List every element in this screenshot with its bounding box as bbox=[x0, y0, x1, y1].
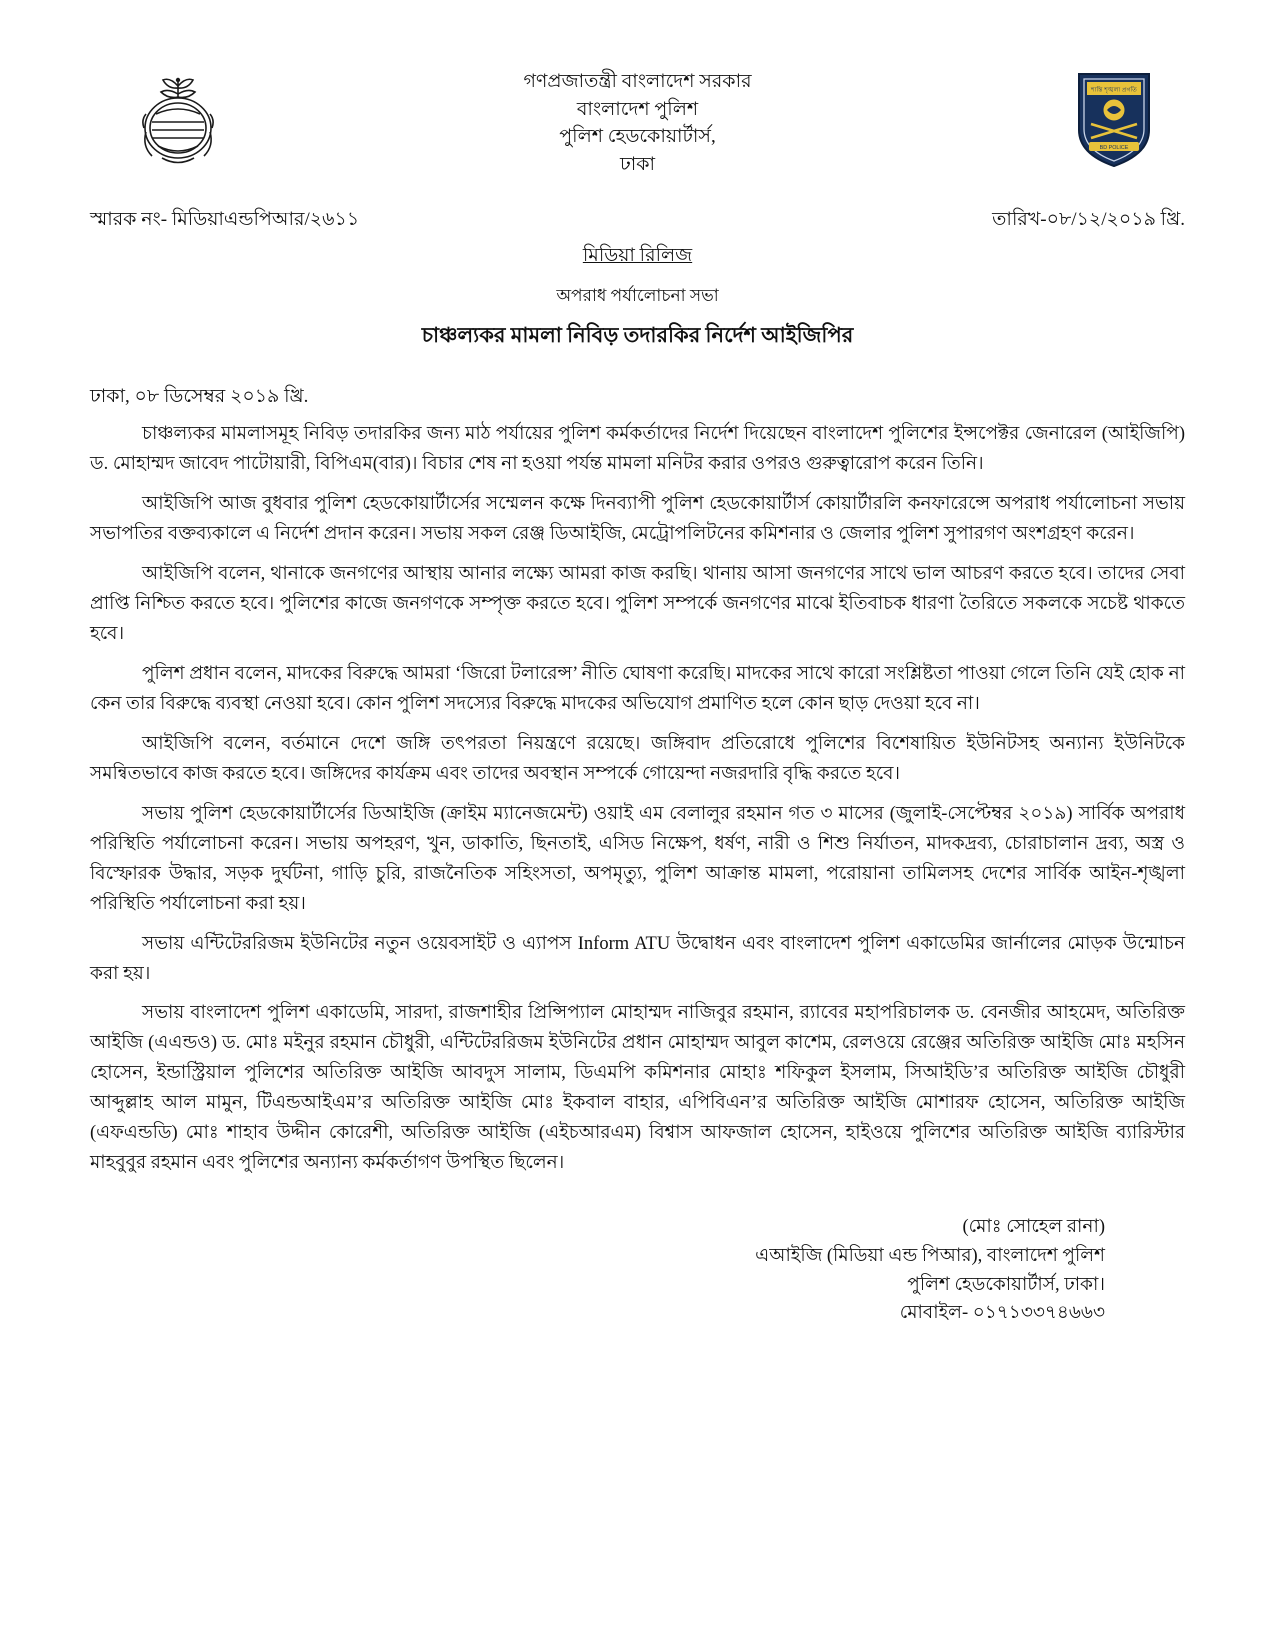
paragraph: সভায় এন্টিটেররিজম ইউনিটের নতুন ওয়েবসাইট ও এ্যাপস Inform ATU উদ্বোধন এবং বাংলাদেশ পুলিশ একাডেমির জার্নালের মোড়ক উন্মোচন করা হয়। bbox=[90, 933, 1185, 984]
signature-designation: এআইজি (মিডিয়া এন্ড পিআর), বাংলাদেশ পুলিশ bbox=[755, 1245, 1105, 1266]
paragraph: পুলিশ প্রধান বলেন, মাদকের বিরুদ্ধে আমরা ‘জিরো টলারেন্স’ নীতি ঘোষণা করেছি। মাদকের সাথে কারো সংশ্লিষ্টতা পাওয়া গেলে তিনি যেই হোক না কেন তার বিরুদ্ধে ব্যবস্থা নেওয়া হবে। কোন পুলিশ সদস্যের বিরুদ্ধে মাদকের অভিযোগ প্রমাণিত হলে কোন ছাড় দেওয়া হবে না। bbox=[90, 663, 1185, 714]
document-subtitle: অপরাধ পর্যালোচনা সভা bbox=[556, 286, 719, 305]
document-title: মিডিয়া রিলিজ bbox=[582, 245, 693, 266]
signature-mobile: মোবাইল- ০১৭১৩৩৭৪৬৬৩ bbox=[899, 1303, 1105, 1324]
svg-text:BD POLICE: BD POLICE bbox=[1099, 145, 1129, 151]
body-text bbox=[90, 420, 1185, 1179]
paragraph: আইজিপি বলেন, বর্তমানে দেশে জঙ্গি তৎপরতা নিয়ন্ত্রণে রয়েছে। জঙ্গিবাদ প্রতিরোধে পুলিশের বিশেষায়িত ইউনিটসহ অন্যান্য ইউনিটকে সমন্বিতভাবে কাজ করতে হবে। জঙ্গিদের কার্যক্রম এবং তাদের অবস্থান সম্পর্কে গোয়েন্দা নজরদারি বৃদ্ধি করতে হবে। bbox=[90, 733, 1185, 784]
paragraph: চাঞ্চল্যকর মামলাসমূহ নিবিড় তদারকির জন্য মাঠ পর্যায়ের পুলিশ কর্মকর্তাদের নির্দেশ দিয়েছেন বাংলাদেশ পুলিশের ইন্সপেক্টর জেনারেল (আইজিপি) ড. মোহাম্মদ জাবেদ পাটোয়ারী, বিপিএম(বার)। বিচার শেষ না হওয়া পর্যন্ত মামলা মনিটর করার ওপরও গুরুত্বারোপ করেন তিনি। bbox=[90, 424, 1185, 474]
paragraph: সভায় পুলিশ হেডকোয়ার্টার্সের ডিআইজি (ক্রাইম ম্যানেজমেন্ট) ওয়াই এম বেলালুর রহমান গত ৩ মাসের (জুলাই-সেপ্টেম্বর ২০১৯) সার্বিক অপরাধ পরিস্থিতি পর্যালোচনা করেন। সভায় অপহরণ, খুন, ডাকাতি, ছিনতাই, এসিড নিক্ষেপ, ধর্ষণ, নারী ও শিশু নির্যাতন, মাদকদ্রব্য, চোরাচালান দ্রব্য, অস্ত্র ও বিস্ফোরক উদ্ধার, সড়ক দুর্ঘটনা, গাড়ি চুরি, রাজনৈতিক সহিংসতা, অপমৃত্যু, পুলিশ আক্রান্ত মামলা, পরোয়ানা তামিলসহ দেশের সার্বিক আইন-শৃঙ্খলা পরিস্থিতি পর্যালোচনা করা হয়। bbox=[90, 803, 1185, 914]
header-line-2: বাংলাদেশ পুলিশ bbox=[576, 98, 699, 120]
header-line-3: পুলিশ হেডকোয়ার্টার্স, bbox=[559, 126, 716, 148]
signature-name: (মোঃ সোহেল রানা) bbox=[962, 1217, 1105, 1238]
title-block bbox=[90, 241, 1185, 354]
signature-office: পুলিশ হেডকোয়ার্টার্স, ঢাকা। bbox=[907, 1274, 1105, 1295]
paragraph: আইজিপি বলেন, থানাকে জনগণের আস্থায় আনার লক্ষ্যে আমরা কাজ করছি। থানায় আসা জনগণের সাথে ভাল আচরণ করতে হবে। তাদের সেবা প্রাপ্তি নিশ্চিত করতে হবে। পুলিশের কাজে জনগণকে সম্পৃক্ত করতে হবে। পুলিশ সম্পর্কে জনগণের মাঝে ইতিবাচক ধারণা তৈরিতে সকলকে সচেষ্ট থাকতে হবে। bbox=[90, 563, 1185, 644]
document-header bbox=[90, 60, 1185, 195]
signature-block bbox=[90, 1213, 1185, 1328]
paragraph: আইজিপি আজ বুধবার পুলিশ হেডকোয়ার্টার্সের সম্মেলন কক্ষে দিনব্যাপী পুলিশ হেডকোয়ার্টার্স কোয়ার্টারলি কনফারেন্সে অপরাধ পর্যালোচনা সভায় সভাপতির বক্তব্যকালে এ নির্দেশ প্রদান করেন। সভায় সকল রেঞ্জ ডিআইজি, মেট্রোপলিটনের কমিশনার ও জেলার পুলিশ সুপারগণ অংশগ্রহণ করেন। bbox=[90, 493, 1185, 544]
bangladesh-government-emblem-icon bbox=[132, 70, 224, 170]
paragraph: সভায় বাংলাদেশ পুলিশ একাডেমি, সারদা, রাজশাহীর প্রিন্সিপ্যাল মোহাম্মদ নাজিবুর রহমান, র‍্যাবের মহাপরিচালক ড. বেনজীর আহমেদ, অতিরিক্ত আইজি (এএন্ডও) ড. মোঃ মইনুর রহমান চৌধুরী, এন্টিটেররিজম ইউনিটের প্রধান মোহাম্মদ আবুল কাশেম, রেলওয়ে রেঞ্জের অতিরিক্ত আইজি মোঃ মহসিন হোসেন, ইন্ডাস্ট্রিয়াল পুলিশের অতিরিক্ত আইজি আবদুস সালাম, ডিএমপি কমিশনার মোহাঃ শফিকুল ইসলাম, সিআইডি’র অতিরিক্ত আইজি চৌধুরী আব্দুল্লাহ আল মামুন, টিএন্ডআইএম’র অতিরিক্ত আইজি মোঃ ইকবাল বাহার, এপিবিএন’র অতিরিক্ত আইজি মোশারফ হোসেন, অতিরিক্ত আইজি (এফএন্ডডি) মোঃ শাহাব উদ্দীন কোরেশী, অতিরিক্ত আইজি (এইচআরএম) বিশ্বাস আফজাল হোসেন, হাইওয়ে পুলিশের অতিরিক্ত আইজি ব্যারিস্টার মাহবুবুর রহমান এবং পুলিশের অন্যান্য কর্মকর্তাগণ উপস্থিত ছিলেন। bbox=[90, 1003, 1185, 1174]
memo-number: স্মারক নং- মিডিয়াএন্ডপিআর/২৬১১ bbox=[90, 209, 360, 230]
document-headline: চাঞ্চল্যকর মামলা নিবিড় তদারকির নির্দেশ আইজিপির bbox=[421, 323, 854, 347]
svg-text:শান্তি শৃঙ্খলা প্রগতি: শান্তি শৃঙ্খলা প্রগতি bbox=[1091, 86, 1137, 94]
memo-date: তারিখ-০৮/১২/২০১৯ খ্রি. bbox=[992, 209, 1185, 230]
header-line-4: ঢাকা bbox=[619, 153, 656, 175]
dateline: ঢাকা, ০৮ ডিসেম্বর ২০১৯ খ্রি. bbox=[90, 386, 309, 407]
bangladesh-police-logo-icon bbox=[1073, 68, 1155, 170]
header-title-block bbox=[90, 60, 1185, 178]
header-line-1: গণপ্রজাতন্ত্রী বাংলাদেশ সরকার bbox=[523, 71, 752, 92]
memo-row bbox=[90, 205, 1185, 237]
